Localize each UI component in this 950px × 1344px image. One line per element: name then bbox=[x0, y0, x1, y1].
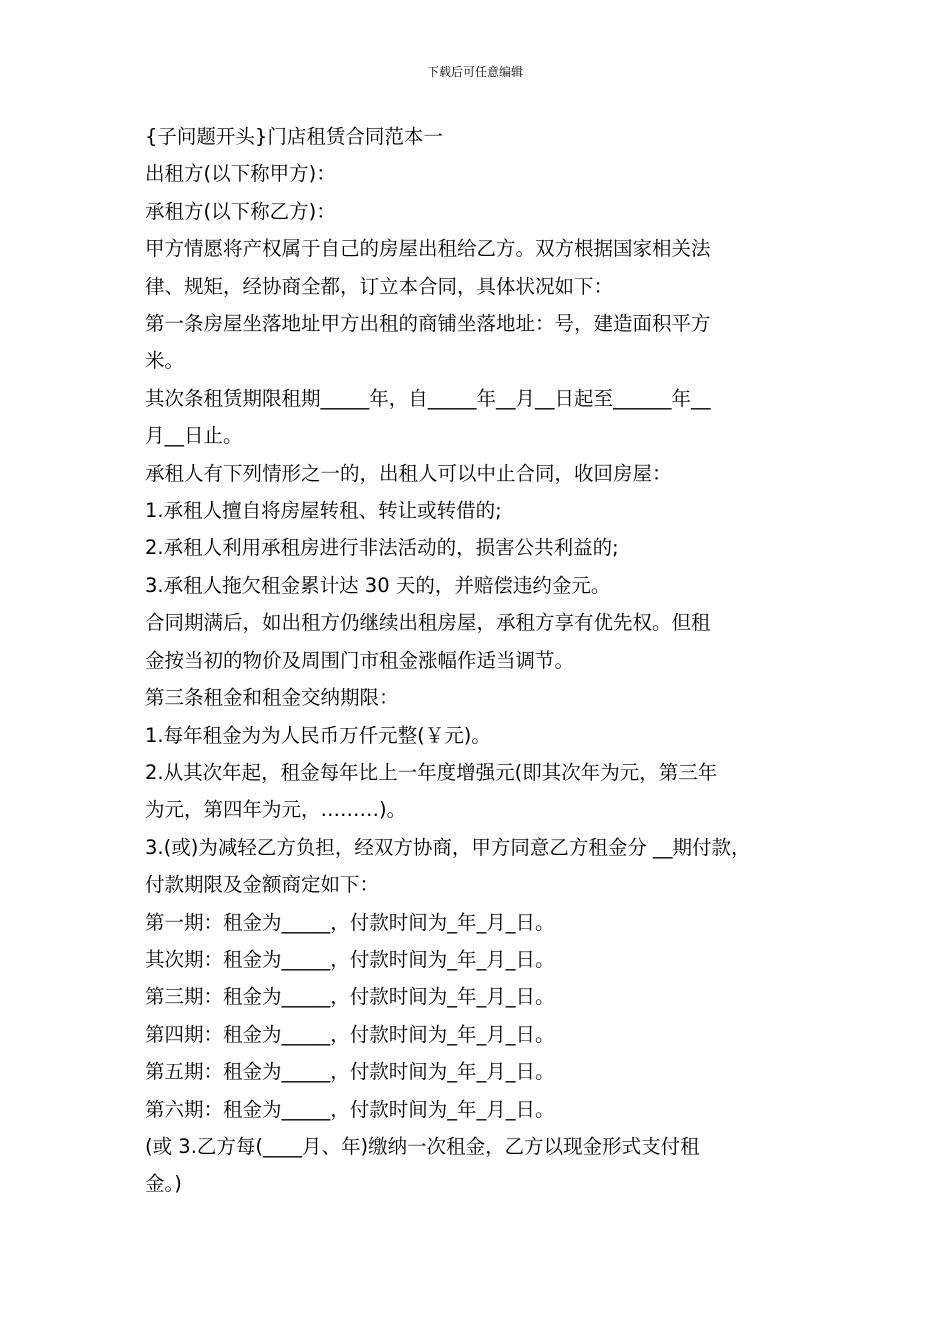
text-line: 金。) bbox=[145, 1172, 182, 1196]
document-body bbox=[145, 118, 835, 1203]
text-line: 月__日止。 bbox=[145, 424, 243, 448]
text-line: 金按当初的物价及周围门市租金涨幅作适当调节。 bbox=[145, 648, 575, 672]
text-line: 第六期：租金为_____，付款时间为_年_月_日。 bbox=[145, 1097, 555, 1121]
text-line: 3.承租人拖欠租金累计达 30 天的，并赔偿违约金元。 bbox=[145, 573, 611, 597]
text-line: 合同期满后，如出租方仍继续出租房屋，承租方享有优先权。但租 bbox=[145, 611, 711, 635]
text-line: 第一条房屋坐落地址甲方出租的商铺坐落地址：号，建造面积平方 bbox=[145, 312, 711, 336]
text-line: 米。 bbox=[145, 349, 185, 373]
text-line: 其次期：租金为_____，付款时间为_年_月_日。 bbox=[145, 947, 555, 971]
text-line: 承租人有下列情形之一的，出租人可以中止合同，收回房屋： bbox=[145, 461, 672, 485]
text-line: 第一期：租金为_____，付款时间为_年_月_日。 bbox=[145, 910, 555, 934]
text-line: 付款期限及金额商定如下： bbox=[145, 873, 380, 897]
text-line: 甲方情愿将产权属于自己的房屋出租给乙方。双方根据国家相关法 bbox=[145, 237, 711, 261]
text-line: 2.承租人利用承租房进行非法活动的，损害公共利益的; bbox=[145, 536, 619, 560]
text-line: 其次条租赁期限租期_____年，自_____年__月__日起至______年__ bbox=[145, 386, 711, 410]
text-line: 为元，第四年为元，………)。 bbox=[145, 798, 407, 822]
text-line: 第三条租金和租金交纳期限： bbox=[145, 686, 399, 710]
text-line: 3.(或)为减轻乙方负担，经双方协商，甲方同意乙方租金分 __期付款， bbox=[145, 835, 751, 859]
text-line: (或 3.乙方每(____月、年)缴纳一次租金，乙方以现金形式支付租 bbox=[145, 1134, 700, 1158]
text-line: 出租方(以下称甲方)： bbox=[145, 162, 336, 186]
text-line: 第五期：租金为_____，付款时间为_年_月_日。 bbox=[145, 1060, 555, 1084]
page-header: 下载后可任意编辑 bbox=[426, 65, 523, 79]
text-line: 2.从其次年起，租金每年比上一年度增强元(即其次年为元，第三年 bbox=[145, 760, 718, 784]
text-line: 承租方(以下称乙方)： bbox=[145, 199, 336, 223]
text-line: 1.承租人擅自将房屋转租、转让或转借的; bbox=[145, 499, 502, 523]
document-title: {子问题开头}门店租赁合同范本一 bbox=[145, 125, 443, 148]
text-line: 1.每年租金为为人民币万仟元整(￥元)。 bbox=[145, 723, 491, 747]
text-line: 律、规矩，经协商全都，订立本合同，具体状况如下： bbox=[145, 274, 614, 298]
text-line: 第四期：租金为_____，付款时间为_年_月_日。 bbox=[145, 1022, 555, 1046]
text-line: 第三期：租金为_____，付款时间为_年_月_日。 bbox=[145, 985, 555, 1009]
